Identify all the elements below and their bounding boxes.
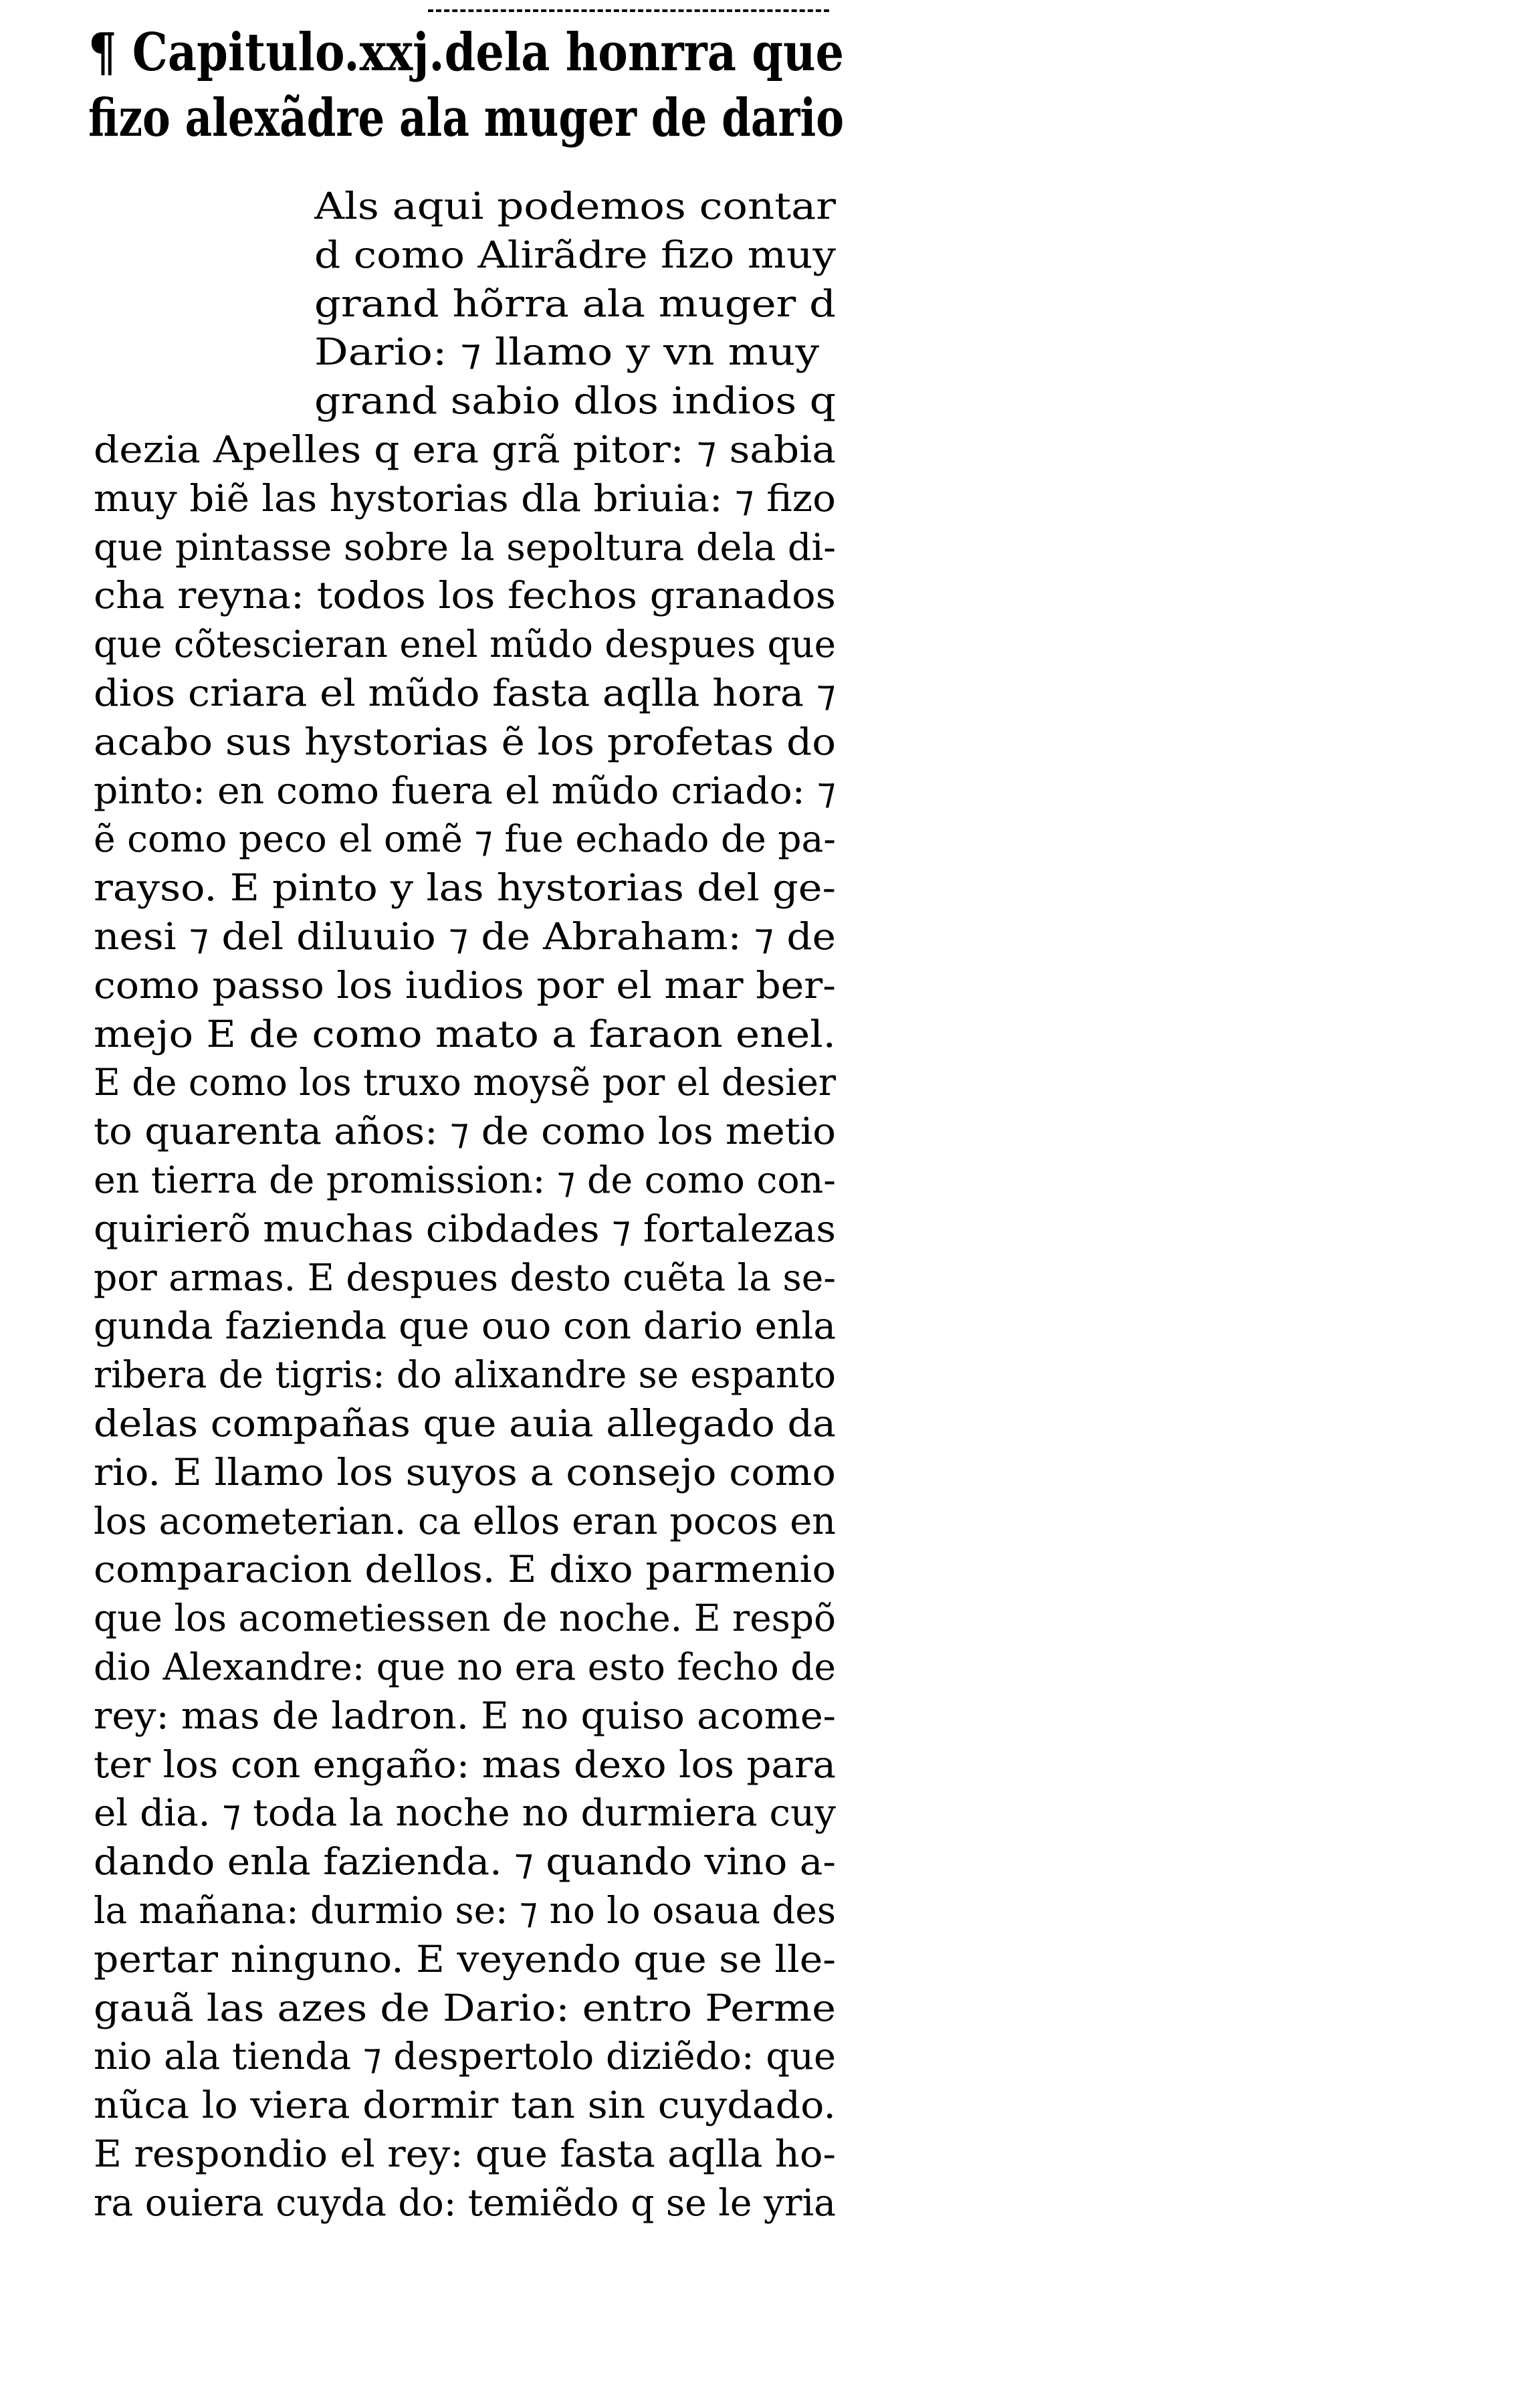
text-line: los acometerian. ca ellos eran pocos en: [94, 1500, 836, 1542]
text-line: pinto: en como fuera el mũdo criado: ⁊: [94, 769, 836, 812]
text-line: la mañana: durmio se: ⁊ no lo osaua des: [94, 1889, 836, 1932]
text-line: dando enla fazienda. ⁊ quando vino a-: [94, 1840, 836, 1883]
chapter-heading: [88, 20, 857, 151]
text-line: ra ouiera cuyda do: temiẽdo q se le yria: [94, 2181, 836, 2224]
text-line: que cõtescieran enel mũdo despues que: [94, 623, 836, 666]
text-line: pertar ninguno. E veyendo que se lle-: [94, 1938, 836, 1981]
text-line: Als aqui podemos contar: [314, 185, 836, 227]
text-line: rio. E llamo los suyos a consejo como: [94, 1451, 836, 1494]
text-line: gauã las azes de Dario: entro Perme: [94, 1987, 836, 2029]
heading-line: ¶ Capitulo.xxj.dela honrra que: [88, 22, 844, 83]
text-line: por armas. E despues desto cuẽta la se-: [94, 1256, 836, 1299]
text-line: ter los con engaño: mas dexo los para: [94, 1743, 836, 1786]
text-line: nesi ⁊ del diluuio ⁊ de Abraham: ⁊ de: [94, 915, 836, 958]
text-line: dezia Apelles q era grã pitor: ⁊ sabia: [94, 428, 836, 471]
text-line: cha reyna: todos los fechos granados: [94, 574, 836, 617]
text-line: rayso. E pinto y las hystorias del ge-: [94, 866, 836, 909]
text-line: grand hõrra ala muger d: [314, 282, 836, 325]
text-line: dios criara el mũdo fasta aqlla hora ⁊: [94, 672, 836, 714]
text-line: d como Alirãdre fizo muy: [314, 233, 836, 276]
heading-line: fizo alexãdre ala muger de dario: [88, 88, 844, 148]
text-line: ribera de tigris: do alixandre se espanto: [94, 1353, 836, 1396]
text-line: dio Alexandre: que no era esto fecho de: [94, 1645, 836, 1688]
text-line: acabo sus hystorias ẽ los profetas do: [94, 720, 836, 763]
text-line: delas compañas que auia allegado da: [94, 1402, 836, 1445]
text-line: que pintasse sobre la sepoltura dela di-: [94, 526, 836, 569]
text-line: mejo E de como mato a faraon enel.: [94, 1013, 836, 1056]
text-line: quirierõ muchas cibdades ⁊ fortalezas: [94, 1207, 836, 1250]
text-line: muy biẽ las hystorias dla briuia: ⁊ fizo: [94, 477, 836, 520]
text-line: el dia. ⁊ toda la noche no durmiera cuy: [94, 1791, 836, 1834]
text-line: ẽ como peco el omẽ ⁊ fue echado de pa-: [94, 817, 836, 860]
text-line: comparacion dellos. E dixo parmenio: [94, 1548, 836, 1591]
text-line: en tierra de promission: ⁊ de como con-: [94, 1159, 836, 1201]
text-line: E respondio el rey: que fasta aqlla ho-: [94, 2132, 836, 2175]
text-line: gunda fazienda que ouo con dario enla: [94, 1304, 836, 1347]
text-line: Dario: ⁊ llamo y vn muy: [314, 330, 820, 373]
text-line: to quarenta años: ⁊ de como los metio: [94, 1110, 836, 1152]
text-line: grand sabio dlos indios q: [314, 379, 836, 422]
text-line: como passo los iudios por el mar ber-: [94, 964, 836, 1007]
text-line: E de como los truxo moysẽ por el desier: [94, 1061, 836, 1104]
text-line: rey: mas de ladron. E no quiso acome-: [94, 1694, 836, 1737]
text-line: nũca lo viera dormir tan sin cuydado.: [94, 2084, 836, 2126]
text-line: nio ala tienda ⁊ despertolo diziẽdo: que: [94, 2035, 836, 2078]
text-line: que los acometiessen de noche. E respõ: [94, 1597, 836, 1639]
top-dashed-rule: [428, 9, 829, 12]
